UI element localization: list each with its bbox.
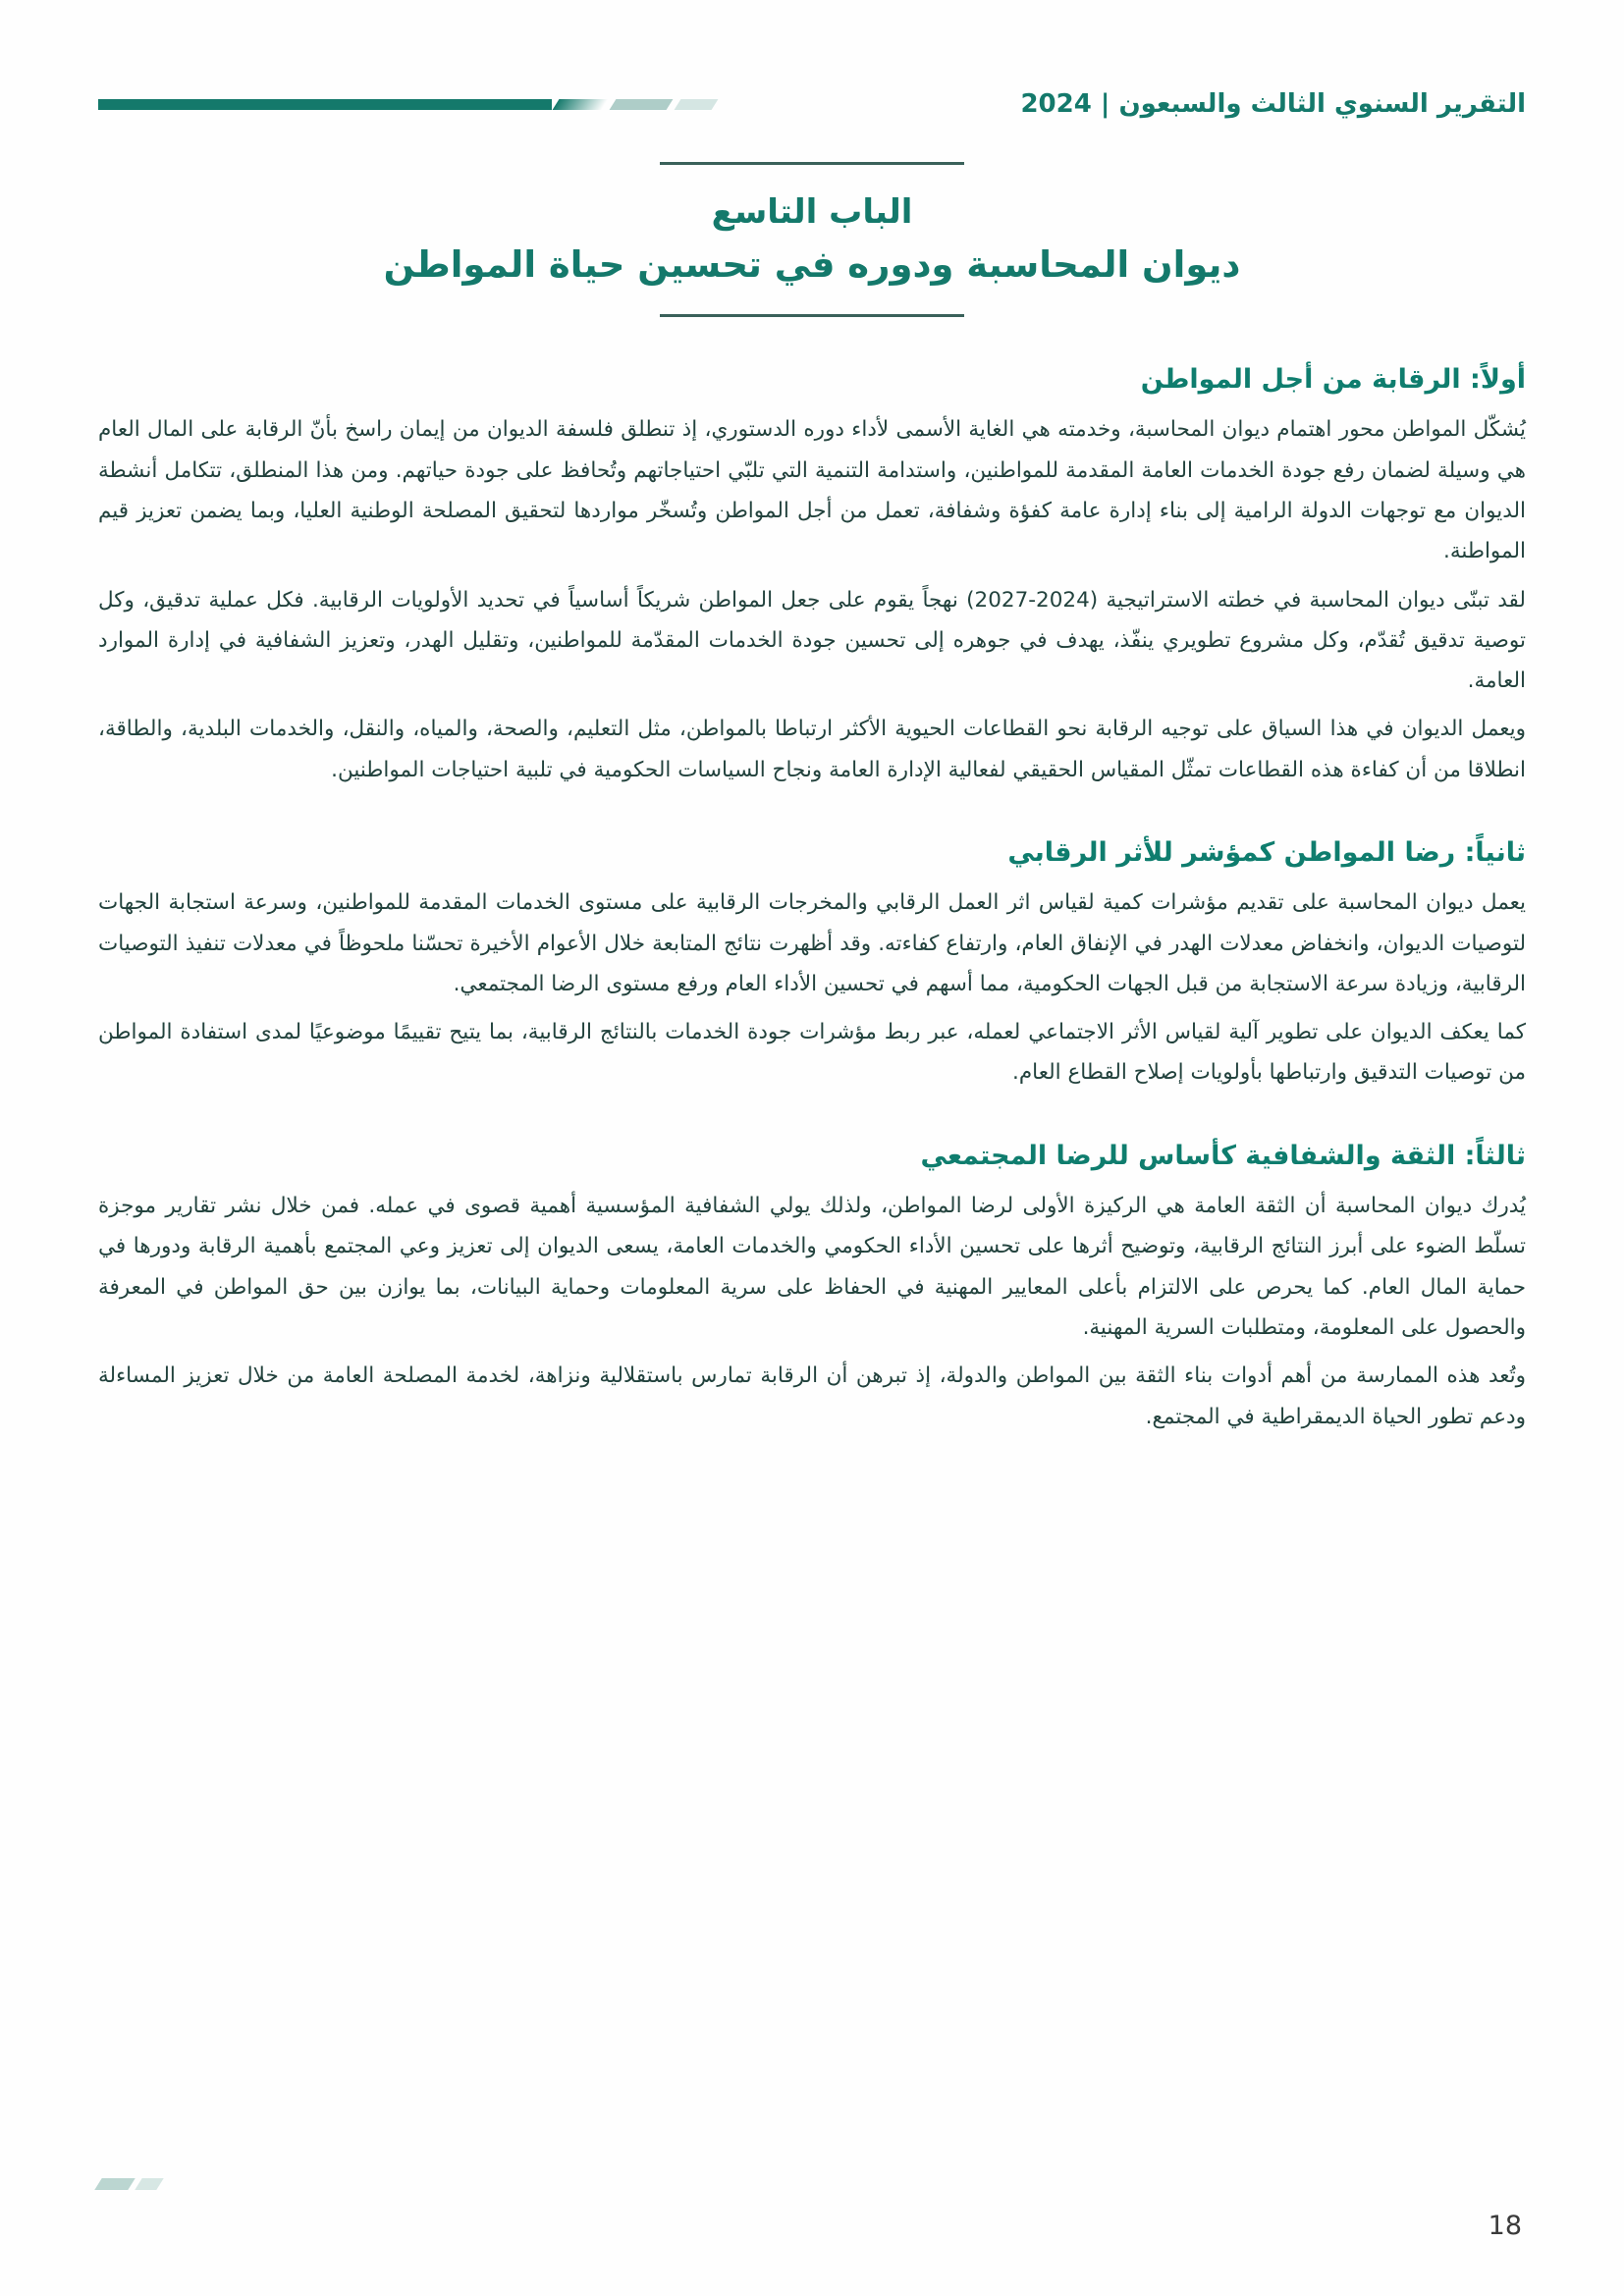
chapter-heading-block bbox=[98, 0, 1526, 317]
footer-deco-segment bbox=[135, 2178, 163, 2190]
section-heading: ثانياً: رضا المواطن كمؤشر للأثر الرقابي bbox=[1007, 836, 1526, 868]
header-deco-segment-light bbox=[675, 99, 719, 110]
paragraph: يعمل ديوان المحاسبة على تقديم مؤشرات كمية لقياس اثر العمل الرقابي والمخرجات الرقابية على مستوى الخدمات المقدمة للمواطنين، وسرعة استجابة الجهات لتوصيات الديوان، وانخفاض معدلات الهدر في الإنفاق العام، وارتفاع كفاءته. وقد أظهرت نتائج المتابعة خلال الأعوام الأخيرة تحسّنا ملحوظاً في معدلات تنفيذ التوصيات الرقابية، وزيادة سرعة الاستجابة من قبل الجهات الحكومية، مما أسهم في تحسين الأداء العام ورفع مستوى الرضا المجتمعي. bbox=[98, 890, 1526, 996]
page-number: 18 bbox=[1488, 2211, 1522, 2241]
chapter-rule-bottom bbox=[660, 314, 964, 317]
footer-decoration bbox=[98, 2178, 160, 2190]
header-deco-segment-fade bbox=[553, 99, 609, 110]
section-heading: أولاً: الرقابة من أجل المواطن bbox=[1140, 363, 1526, 395]
page-footer bbox=[0, 2129, 1624, 2296]
report-title: التقرير السنوي الثالث والسبعون | 2024 bbox=[1020, 89, 1526, 119]
footer-deco-segment bbox=[94, 2178, 135, 2190]
paragraph: كما يعكف الديوان على تطوير آلية لقياس الأثر الاجتماعي لعمله، عبر ربط مؤشرات جودة الخدمات بالنتائج الرقابية، بما يتيح تقييمًا موضوعيًا لمدى استفادة المواطن من توصيات التدقيق وارتباطها بأولويات إصلاح القطاع العام. bbox=[98, 1020, 1526, 1086]
section-citizen-oversight bbox=[98, 360, 1526, 790]
section-citizen-satisfaction bbox=[98, 833, 1526, 1094]
paragraph: لقد تبنّى ديوان المحاسبة في خطته الاستراتيجية (2024-2027) نهجاً يقوم على جعل المواطن شريكاً أساسياً في تحديد الأولويات الرقابية. فكل عملية تدقيق، وكل توصية تدقيق تُقدّم، وكل مشروع تطويري ينفّذ، يهدف في جوهره إلى تحسين جودة الخدمات المقدّمة للمواطنين، وتقليل الهدر، وتعزيز الشفافية في إدارة الموارد العامة. bbox=[98, 587, 1526, 694]
header-bar bbox=[98, 99, 552, 110]
header-deco-segment-mid bbox=[610, 99, 674, 110]
page-header bbox=[98, 84, 1526, 124]
paragraph: يُشكّل المواطن محور اهتمام ديوان المحاسبة، وخدمته هي الغاية الأسمى لأداء دوره الدستوري، إذ تنطلق فلسفة الديوان من إيمان راسخ بأنّ الرقابة على المال العام هي وسيلة لضمان رفع جودة الخدمات العامة المقدمة للمواطنين، واستدامة التنمية التي تلبّي احتياجاتهم وتُحافظ على جودة حياتهم. ومن هذا المنطلق، تتكامل أنشطة الديوان مع توجهات الدولة الرامية إلى بناء إدارة عامة كفؤة وشفافة، تعمل من أجل المواطن وتُسخّر مواردها لتحقيق المصلحة الوطنية العليا، وبما يضمن تعزيز قيم المواطنة. bbox=[98, 417, 1526, 564]
header-rule bbox=[98, 84, 1526, 124]
chapter-title: ديوان المحاسبة ودوره في تحسين حياة المواطن bbox=[383, 243, 1241, 287]
section-heading: ثالثاً: الثقة والشفافية كأساس للرضا المجتمعي bbox=[920, 1140, 1526, 1171]
chapter-kicker: الباب التاسع bbox=[711, 192, 913, 232]
paragraph: وتُعد هذه الممارسة من أهم أدوات بناء الثقة بين المواطن والدولة، إذ تبرهن أن الرقابة تمارس باستقلالية ونزاهة، لخدمة المصلحة العامة من خلال تعزيز المساءلة ودعم تطور الحياة الديمقراطية في المجتمع. bbox=[98, 1363, 1526, 1429]
section-trust-transparency bbox=[98, 1137, 1526, 1437]
paragraph: يُدرك ديوان المحاسبة أن الثقة العامة هي الركيزة الأولى لرضا المواطن، ولذلك يولي الشفافية المؤسسية أهمية قصوى في عمله. فمن خلال نشر تقارير موجزة تسلّط الضوء على أبرز النتائج الرقابية، وتوضيح أثرها على تحسين الأداء الحكومي والخدمات العامة، يسعى الديوان إلى تعزيز وعي المجتمع بأهمية الرقابة ودورها في حماية المال العام. كما يحرص على الالتزام بأعلى المعايير المهنية في الحفاظ على سرية المعلومات وحماية البيانات، بما يوازن بين حق المواطن في المعرفة والحصول على المعلومة، ومتطلبات السرية المهنية. bbox=[98, 1194, 1526, 1340]
paragraph: ويعمل الديوان في هذا السياق على توجيه الرقابة نحو القطاعات الحيوية الأكثر ارتباطا بالمواطن، مثل التعليم، والصحة، والمياه، والنقل، والخدمات البلدية، والطاقة، انطلاقا من أن كفاءة هذه القطاعات تمثّل المقياس الحقيقي لفعالية الإدارة العامة ونجاح السياسات الحكومية في تلبية احتياجات المواطنين. bbox=[98, 717, 1526, 782]
chapter-rule-top bbox=[660, 162, 964, 165]
